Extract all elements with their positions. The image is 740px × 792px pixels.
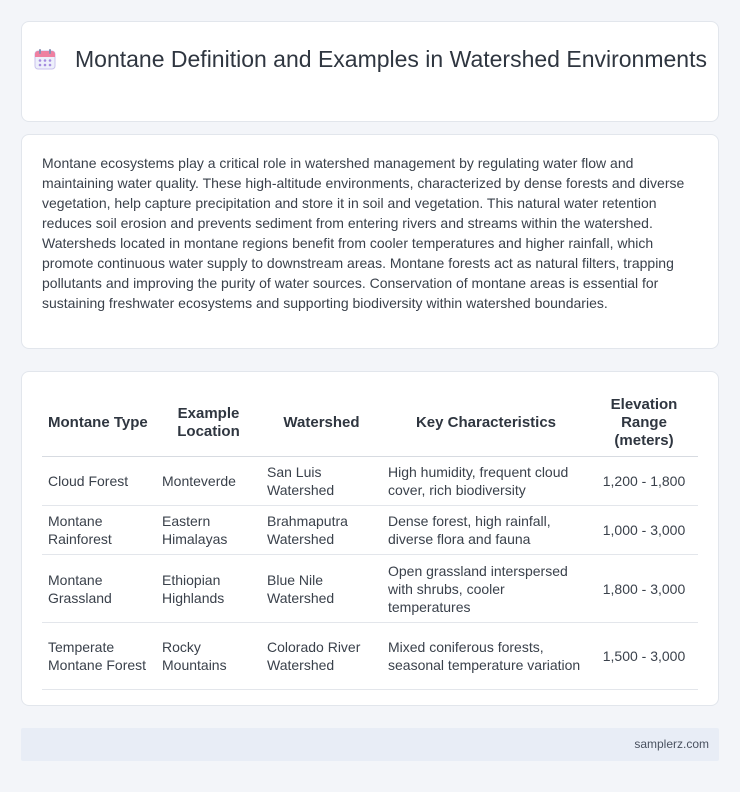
table-card [21,371,719,706]
table-header-row [42,390,698,457]
cell-key-characteristics: High humidity, frequent cloud cover, rich biodiversity [382,457,590,506]
intro-card [21,134,719,349]
title-card [21,21,719,122]
header-montane-type: Montane Type [42,390,156,457]
footer-site-link[interactable]: samplerz.com [634,737,709,751]
table-row [42,457,698,506]
montane-table [42,390,698,690]
cell-montane-type: Montane Rainforest [42,506,156,555]
cell-elevation-range: 1,200 - 1,800 [590,457,698,506]
cell-key-characteristics: Open grassland interspersed with shrubs, cooler temperatures [382,555,590,623]
intro-paragraph: Montane ecosystems play a critical role in watershed management by regulating water flow and maintaining water quality. These high-altitude environments, characterized by dense forests and diverse vegetation, help capture precipitation and store it in soil and vegetation. This natural water retention reduces soil erosion and prevents sediment from entering rivers and streams within the watershed. Watersheds located in montane regions benefit from cooler temperatures and higher rainfall, which promote continuous water supply to downstream areas. Montane forests act as natural filters, trapping pollutants and improving the purity of water sources. Conservation of montane areas is essential for sustaining freshwater ecosystems and supporting biodiversity within watershed boundaries. [42,155,685,311]
cell-elevation-range: 1,000 - 3,000 [590,506,698,555]
header-key-characteristics: Key Characteristics [382,390,590,457]
header-elevation-range: Elevation Range (meters) [590,390,698,457]
cell-watershed: Brahmaputra Watershed [261,506,382,555]
header-example-location: Example Location [156,390,261,457]
cell-elevation-range: 1,500 - 3,000 [590,623,698,690]
header-watershed: Watershed [261,390,382,457]
cell-montane-type: Montane Grassland [42,555,156,623]
cell-example-location: Rocky Mountains [156,623,261,690]
table-row [42,623,698,690]
table-row [42,506,698,555]
cell-key-characteristics: Mixed coniferous forests, seasonal temperature variation [382,623,590,690]
page-title: Montane Definition and Examples in Watershed Environments [75,46,707,72]
cell-example-location: Ethiopian Highlands [156,555,261,623]
cell-montane-type: Cloud Forest [42,457,156,506]
cell-watershed: San Luis Watershed [261,457,382,506]
table-row [42,555,698,623]
cell-example-location: Eastern Himalayas [156,506,261,555]
cell-watershed: Blue Nile Watershed [261,555,382,623]
cell-key-characteristics: Dense forest, high rainfall, diverse flora and fauna [382,506,590,555]
cell-elevation-range: 1,800 - 3,000 [590,555,698,623]
footer-bar [21,728,719,761]
cell-montane-type: Temperate Montane Forest [42,623,156,690]
cell-watershed: Colorado River Watershed [261,623,382,690]
page-title-block [22,44,718,74]
calendar-icon [33,47,57,71]
cell-example-location: Monteverde [156,457,261,506]
